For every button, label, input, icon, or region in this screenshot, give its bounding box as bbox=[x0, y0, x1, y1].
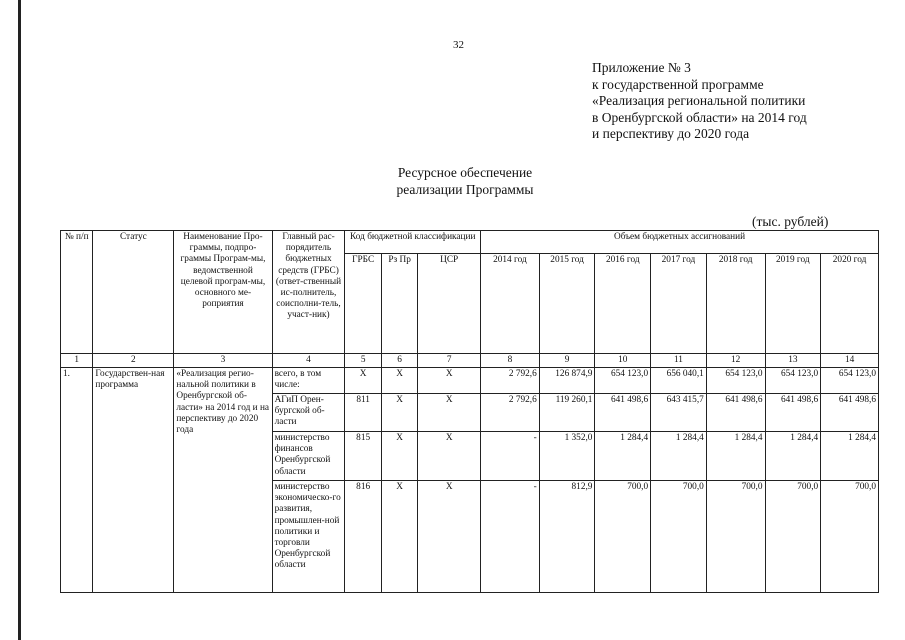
value-cell: 654 123,0 bbox=[595, 368, 651, 394]
csr-code: Х bbox=[418, 394, 481, 432]
header-status: Статус bbox=[93, 231, 174, 354]
value-cell: 643 415,7 bbox=[651, 394, 707, 432]
header-code-group: Код бюджетной классификации bbox=[345, 231, 481, 254]
value-cell: 641 498,6 bbox=[706, 394, 765, 432]
value-cell: 656 040,1 bbox=[651, 368, 707, 394]
value-cell: 1 284,4 bbox=[706, 432, 765, 481]
csr-code: Х bbox=[418, 432, 481, 481]
header-code-grbs: ГРБС bbox=[345, 254, 381, 354]
column-number: 7 bbox=[418, 354, 481, 368]
value-cell: 1 284,4 bbox=[651, 432, 707, 481]
appendix-line: Приложение № 3 bbox=[592, 60, 691, 75]
header-year: 2017 год bbox=[651, 254, 707, 354]
header-year: 2015 год bbox=[539, 254, 595, 354]
title-line: реализации Программы bbox=[396, 181, 534, 197]
column-number: 10 bbox=[595, 354, 651, 368]
value-cell: 700,0 bbox=[821, 481, 879, 593]
header-code-csr: ЦСР bbox=[418, 254, 481, 354]
value-cell: 654 123,0 bbox=[821, 368, 879, 394]
rzpr-code: Х bbox=[381, 481, 417, 593]
value-cell: 700,0 bbox=[706, 481, 765, 593]
column-number: 8 bbox=[481, 354, 540, 368]
value-cell: 700,0 bbox=[595, 481, 651, 593]
rzpr-code: Х bbox=[381, 368, 417, 394]
value-cell: 641 498,6 bbox=[821, 394, 879, 432]
value-cell: 641 498,6 bbox=[595, 394, 651, 432]
column-number: 3 bbox=[174, 354, 272, 368]
column-number: 13 bbox=[765, 354, 821, 368]
grbs-name: министерство экономическо-го развития, промышлен-ной политики и торговли Оренбургской области bbox=[272, 481, 345, 593]
value-cell: 1 284,4 bbox=[765, 432, 821, 481]
csr-code: Х bbox=[418, 481, 481, 593]
resource-table bbox=[60, 230, 879, 593]
column-number: 4 bbox=[272, 354, 345, 368]
appendix-line: и перспективу до 2020 года bbox=[592, 126, 750, 142]
scan-edge-line bbox=[18, 0, 21, 640]
document-title bbox=[380, 165, 550, 198]
column-number: 14 bbox=[821, 354, 879, 368]
value-cell: 700,0 bbox=[765, 481, 821, 593]
grbs-code: 816 bbox=[345, 481, 381, 593]
value-cell: 119 260,1 bbox=[539, 394, 595, 432]
table-row bbox=[61, 368, 879, 394]
header-grbs: Главный рас-порядитель бюджетных средств (ГРБС) (ответ-ственный ис-полнитель, соисполни-тель, участ-ник) bbox=[272, 231, 345, 354]
value-cell: 1 352,0 bbox=[539, 432, 595, 481]
header-year: 2019 год bbox=[765, 254, 821, 354]
page-number: 32 bbox=[453, 39, 464, 51]
value-cell: 641 498,6 bbox=[765, 394, 821, 432]
grbs-code: 811 bbox=[345, 394, 381, 432]
column-number: 12 bbox=[706, 354, 765, 368]
row-program-name: «Реализация регио-нальной политики в Оренбургской об-ласти» на 2014 год и на перспективу до 2020 года bbox=[174, 368, 272, 593]
grbs-name: министерство финансов Оренбургской области bbox=[272, 432, 345, 481]
value-cell: 654 123,0 bbox=[706, 368, 765, 394]
column-number: 5 bbox=[345, 354, 381, 368]
value-cell: 812,9 bbox=[539, 481, 595, 593]
units-label: (тыс. рублей) bbox=[752, 214, 829, 229]
value-cell: - bbox=[481, 432, 540, 481]
appendix-line: к государственной программе bbox=[592, 76, 764, 92]
row-status: Государствен-ная программа bbox=[93, 368, 174, 593]
grbs-name: АГиП Орен-бургской об-ласти bbox=[272, 394, 345, 432]
value-cell: 2 792,6 bbox=[481, 394, 540, 432]
value-cell: 1 284,4 bbox=[595, 432, 651, 481]
row-number: 1. bbox=[61, 368, 93, 593]
value-cell: 1 284,4 bbox=[821, 432, 879, 481]
value-cell: 700,0 bbox=[651, 481, 707, 593]
column-number: 11 bbox=[651, 354, 707, 368]
column-number: 9 bbox=[539, 354, 595, 368]
csr-code: Х bbox=[418, 368, 481, 394]
column-number: 6 bbox=[381, 354, 417, 368]
appendix-caption bbox=[592, 60, 807, 143]
value-cell: - bbox=[481, 481, 540, 593]
appendix-line: в Оренбургской области» на 2014 год bbox=[592, 109, 807, 125]
value-cell: 654 123,0 bbox=[765, 368, 821, 394]
header-num: № п/п bbox=[61, 231, 93, 354]
rzpr-code: Х bbox=[381, 432, 417, 481]
column-number: 1 bbox=[61, 354, 93, 368]
column-number: 2 bbox=[93, 354, 174, 368]
value-cell: 126 874,9 bbox=[539, 368, 595, 394]
title-line: Ресурсное обеспечение bbox=[397, 165, 533, 180]
value-cell: 2 792,6 bbox=[481, 368, 540, 394]
header-year: 2018 год bbox=[706, 254, 765, 354]
header-year: 2016 год bbox=[595, 254, 651, 354]
header-name: Наименование Про-граммы, подпро-граммы Програм-мы, ведомственной целевой програм-мы, основного ме-роприятия bbox=[174, 231, 272, 354]
appendix-line: «Реализация региональной политики bbox=[592, 93, 806, 109]
grbs-code: 815 bbox=[345, 432, 381, 481]
header-volume-group: Объем бюджетных ассигнований bbox=[481, 231, 879, 254]
rzpr-code: Х bbox=[381, 394, 417, 432]
header-year: 2014 год bbox=[481, 254, 540, 354]
grbs-name: всего, в том числе: bbox=[272, 368, 345, 394]
grbs-code: Х bbox=[345, 368, 381, 394]
header-code-rzpr: Рз Пр bbox=[381, 254, 417, 354]
header-year: 2020 год bbox=[821, 254, 879, 354]
